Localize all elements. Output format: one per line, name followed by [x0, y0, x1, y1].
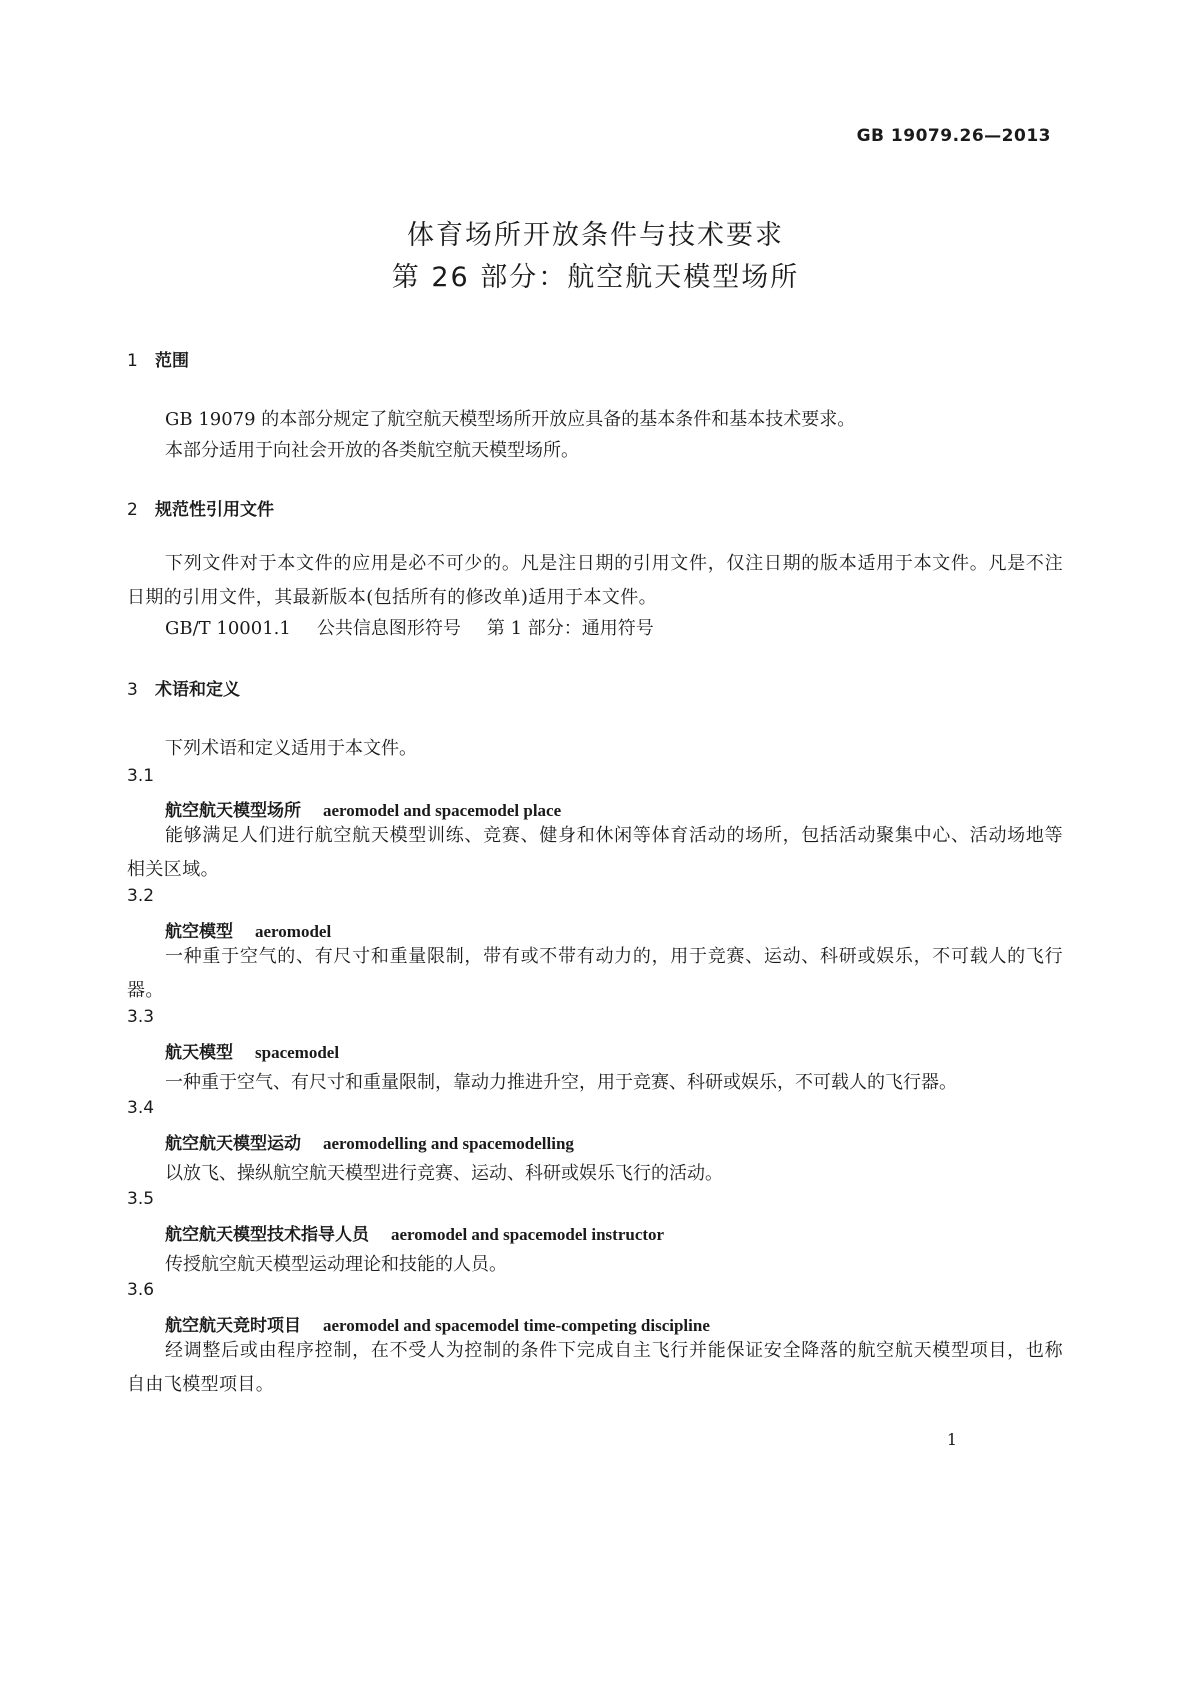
section-3-intro: 下列术语和定义适用于本文件。 [165, 738, 417, 759]
term-zh: 航空航天模型技术指导人员 [165, 1225, 369, 1245]
term-en: aeromodelling and spacemodelling [323, 1134, 574, 1153]
section-1-para-2: 本部分适用于向社会开放的各类航空航天模型场所。 [165, 440, 579, 461]
term-number: 3.6 [127, 1280, 155, 1300]
section-2-para-1: 下列文件对于本文件的应用是必不可少的。凡是注日期的引用文件，仅注日期的版本适用于本文件。凡是不注日期的引用文件，其最新版本(包括所有的修改单)适用于本文件。 [127, 553, 1063, 608]
term-heading [165, 1129, 574, 1154]
section-1-title: 范围 [155, 351, 189, 371]
term-heading [165, 1220, 664, 1245]
normative-reference [165, 614, 654, 640]
section-2-heading [127, 495, 274, 520]
section-2-number: 2 [127, 500, 138, 520]
section-2-title: 规范性引用文件 [155, 500, 274, 520]
term-heading [165, 796, 561, 821]
title-line-2: 第 26 部分：航空航天模型场所 [391, 262, 800, 293]
term-heading [165, 917, 331, 942]
term-zh: 航天模型 [165, 1043, 233, 1063]
term-number: 3.3 [127, 1007, 155, 1027]
term-definition: 一种重于空气的、有尺寸和重量限制，带有或不带有动力的，用于竞赛、运动、科研或娱乐，不可载人的飞行器。 [127, 946, 1063, 1001]
term-definition: 以放飞、操纵航空航天模型进行竞赛、运动、科研或娱乐飞行的活动。 [165, 1163, 723, 1184]
term-definition: 传授航空航天模型运动理论和技能的人员。 [165, 1254, 507, 1275]
term-zh: 航空模型 [165, 922, 233, 942]
page-number: 1 [946, 1430, 957, 1449]
term-en: aeromodel [255, 922, 332, 941]
term-number: 3.2 [127, 886, 155, 906]
document-code: GB 19079.26—2013 [856, 126, 1051, 146]
section-1-heading [127, 346, 189, 371]
reference-standard-name: 公共信息图形符号 [316, 618, 461, 639]
term-en: aeromodel and spacemodel time-competing discipline [323, 1316, 710, 1335]
term-definition: 能够满足人们进行航空航天模型训练、竞赛、健身和休闲等体育活动的场所，包括活动聚集中心、活动场地等相关区域。 [127, 825, 1063, 880]
section-1-para-1: GB 19079 的本部分规定了航空航天模型场所开放应具备的基本条件和基本技术要求。 [165, 409, 856, 430]
term-zh: 航空航天模型运动 [165, 1134, 301, 1154]
term-zh: 航空航天模型场所 [165, 801, 301, 821]
term-heading [165, 1038, 339, 1063]
section-3-number: 3 [127, 680, 138, 700]
title-line-1: 体育场所开放条件与技术要求 [407, 220, 784, 251]
term-heading [165, 1311, 710, 1336]
term-en: spacemodel [255, 1043, 340, 1062]
reference-standard-part: 第 1 部分：通用符号 [486, 618, 654, 639]
section-3-title: 术语和定义 [155, 680, 240, 700]
section-3-heading [127, 675, 240, 700]
reference-standard-code: GB/T 10001.1 [165, 618, 291, 639]
term-definition: 一种重于空气、有尺寸和重量限制，靠动力推进升空，用于竞赛、科研或娱乐，不可载人的飞行器。 [165, 1072, 957, 1093]
term-en: aeromodel and spacemodel instructor [391, 1225, 665, 1244]
term-zh: 航空航天竞时项目 [165, 1316, 301, 1336]
term-definition: 经调整后或由程序控制，在不受人为控制的条件下完成自主飞行并能保证安全降落的航空航天模型项目，也称自由飞模型项目。 [127, 1340, 1063, 1395]
term-number: 3.1 [127, 766, 155, 786]
term-number: 3.4 [127, 1098, 155, 1118]
term-number: 3.5 [127, 1189, 155, 1209]
section-1-number: 1 [127, 351, 138, 371]
term-en: aeromodel and spacemodel place [323, 801, 562, 820]
